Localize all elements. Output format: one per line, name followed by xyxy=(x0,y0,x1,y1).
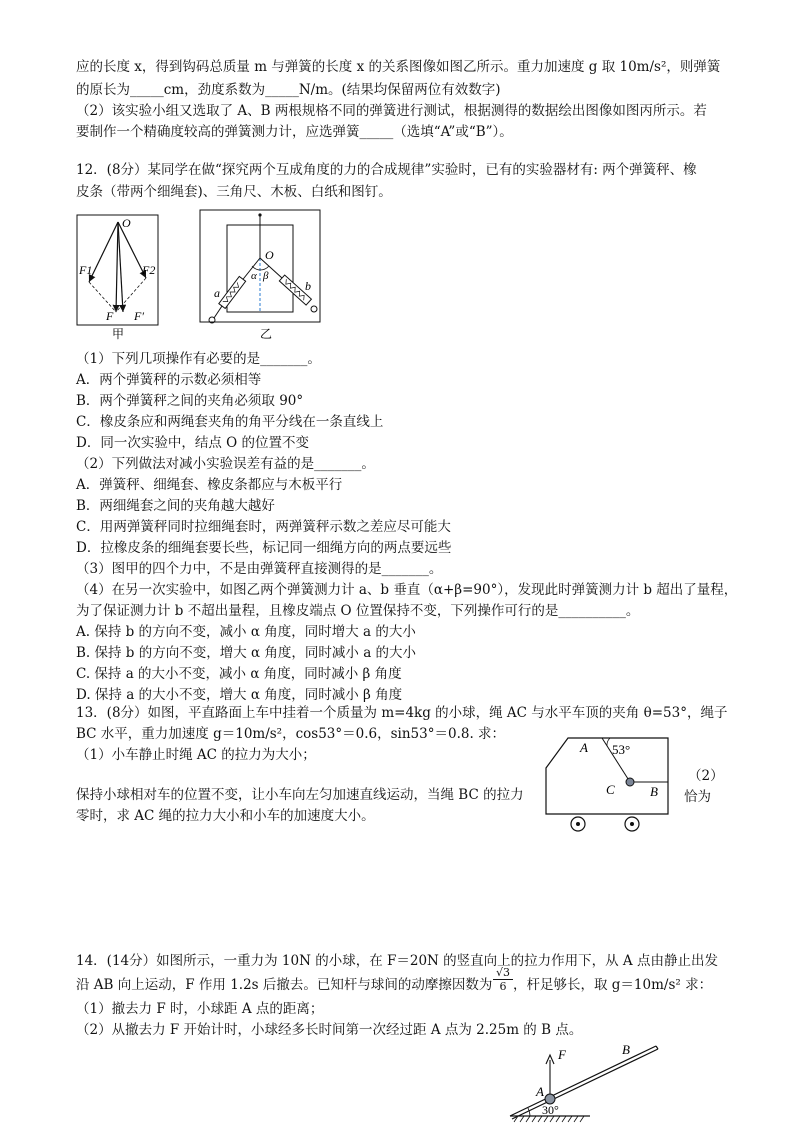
q12-sub1-option-c: C．橡皮条应和两绳套夹角的角平分线在一条直线上 xyxy=(76,414,384,430)
q11-line1: 应的长度 x，得到钩码总质量 m 与弹簧的长度 x 的关系图像如图乙所示。重力加速度 g 取 10m/s²，则弹簧 xyxy=(76,59,721,75)
fig-jia-caption: 甲 xyxy=(112,327,125,341)
q14-line2a: 沿 AB 向上运动，F 作用 1.2s 后撤去。已知杆与球间的动摩擦因数为 xyxy=(76,977,493,993)
q12-sub2-option-d: D．拉橡皮条的细绳套要长些，标记同一细绳方向的两点要远些 xyxy=(76,540,452,556)
q14-fraction-numerator: √3 xyxy=(493,966,513,980)
q14-fig-F: F xyxy=(558,1047,566,1062)
q12-sub2-option-a: A．弹簧秤、细绳套、橡皮条都应与木板平行 xyxy=(76,477,343,493)
q12-sub4-line1: （4）在另一次实验中，如图乙两个弹簧测力计 a、b 垂直（α+β=90°），发现此时弹簧测力计 b 超出了量程， xyxy=(76,582,738,598)
q12-sub4-option-d: D. 保持 a 的大小不变，增大 α 角度，同时减小 β 角度 xyxy=(76,687,403,703)
q13-fig-C: C xyxy=(606,782,615,797)
q13-fig-angle: 53° xyxy=(612,742,631,757)
fig-jia-O: O xyxy=(122,216,131,230)
q12-sub1: （1）下列几项操作有必要的是_______。 xyxy=(76,351,321,367)
figure-jia xyxy=(76,212,166,342)
q11-line3: （2）该实验小组又选取了 A、B 两根规格不同的弹簧进行测试，根据测得的数据绘出图像如图丙所示。若 xyxy=(76,103,707,119)
q12-sub2: （2）下列做法对减小实验误差有益的是_______。 xyxy=(76,456,375,472)
q13-cart-figure xyxy=(540,732,680,840)
figure-yi xyxy=(196,208,326,344)
q13-sub2-right: 恰为 xyxy=(684,789,711,805)
q13-sub2-line2: 零时，求 AC 绳的拉力大小和小车的加速度大小。 xyxy=(76,808,375,824)
q12-line1: 12．(8分）某同学在做“探究两个互成角度的力的合成规律”实验时，已有的实验器材有: 两个弹簧秤、橡 xyxy=(76,162,697,178)
fig-yi-O: O xyxy=(265,248,274,262)
q12-line2: 皮条（带两个细绳套)、三角尺、木板、白纸和图钉。 xyxy=(76,184,392,200)
q12-sub1-option-d: D．同一次实验中，结点 O 的位置不变 xyxy=(76,435,309,451)
q13-sub1: （1）小车静止时绳 AC 的拉力为大小； xyxy=(76,747,316,763)
q13-fig-B: B xyxy=(650,784,658,799)
q13-sub2-prefix: （2） xyxy=(688,768,724,784)
q11-line4: 要制作一个精确度较高的弹簧测力计，应选弹簧_____（选填“A”或“B”）。 xyxy=(76,124,513,140)
fig-jia-Fprime: F′ xyxy=(134,309,144,323)
q14-fraction-denominator: 6 xyxy=(499,980,507,993)
q14-fig-angle: 30° xyxy=(542,1103,559,1117)
fig-yi-beta: β xyxy=(263,270,269,282)
fig-yi-alpha: α xyxy=(251,270,257,282)
q14-line2b: ，杆足够长，取 g＝10m/s² 求： xyxy=(513,977,713,993)
q13-sub2-line1: 保持小球相对车的位置不变，让小车向左匀加速直线运动，当绳 BC 的拉力 xyxy=(76,787,524,803)
fig-yi-caption: 乙 xyxy=(260,327,273,341)
q14-line1: 14．(14分）如图所示，一重力为 10N 的小球，在 F＝20N 的竖直向上的拉力作用下，从 A 点由静止出发 xyxy=(76,953,718,969)
q14-fig-A: A xyxy=(536,1084,544,1099)
q12-sub4-line2: 为了保证测力计 b 不超出量程，且橡皮端点 O 位置保持不变，下列操作可行的是__________。 xyxy=(76,603,640,619)
fig-yi-a: a xyxy=(214,286,220,300)
q13-line1: 13．(8分）如图，平直路面上车中挂着一个质量为 m=4kg 的小球，绳 AC 与水平车顶的夹角 θ=53°，绳子 xyxy=(76,705,728,721)
q12-sub1-option-a: A．两个弹簧秤的示数必须相等 xyxy=(76,372,262,388)
q12-sub4-option-c: C. 保持 a 的大小不变，减小 α 角度，同时减小 β 角度 xyxy=(76,666,402,682)
fig-jia-F: F xyxy=(106,309,114,323)
q12-sub3: （3）图甲的四个力中，不是由弹簧秤直接测得的是_______。 xyxy=(76,561,443,577)
q14-fig-B: B xyxy=(622,1042,630,1057)
q12-sub4-option-a: A. 保持 b 的方向不变，减小 α 角度，同时增大 a 的大小 xyxy=(76,624,416,640)
q11-line2: 的原长为_____cm，劲度系数为_____N/m。(结果均保留两位有效数字) xyxy=(76,82,501,98)
fig-jia-F2: F2 xyxy=(142,263,156,277)
fig-yi-b: b xyxy=(305,279,311,293)
q12-sub2-option-b: B．两细绳套之间的夹角越大越好 xyxy=(76,498,275,514)
q13-fig-A: A xyxy=(580,740,588,755)
q12-sub4-option-b: B. 保持 b 的方向不变，增大 α 角度，同时减小 a 的大小 xyxy=(76,645,417,661)
q12-sub2-option-c: C．用两弹簧秤同时拉细绳套时，两弹簧秤示数之差应尽可能大 xyxy=(76,519,451,535)
q13-line2: BC 水平，重力加速度 g＝10m/s²，cos53°＝0.6，sin53°＝0.8. 求： xyxy=(76,726,506,742)
q12-sub1-option-b: B．两个弹簧秤之间的夹角必须取 90° xyxy=(76,393,304,409)
q14-sub1: （1）撤去力 F 时，小球距 A 点的距离； xyxy=(76,1001,324,1017)
fig-jia-F1: F1 xyxy=(79,263,93,277)
q14-fraction xyxy=(493,966,513,993)
q14-rod-figure xyxy=(490,1042,670,1123)
q14-sub2: （2）从撤去力 F 开始计时，小球经多长时间第一次经过距 A 点为 2.25m 的 B 点。 xyxy=(76,1022,583,1038)
